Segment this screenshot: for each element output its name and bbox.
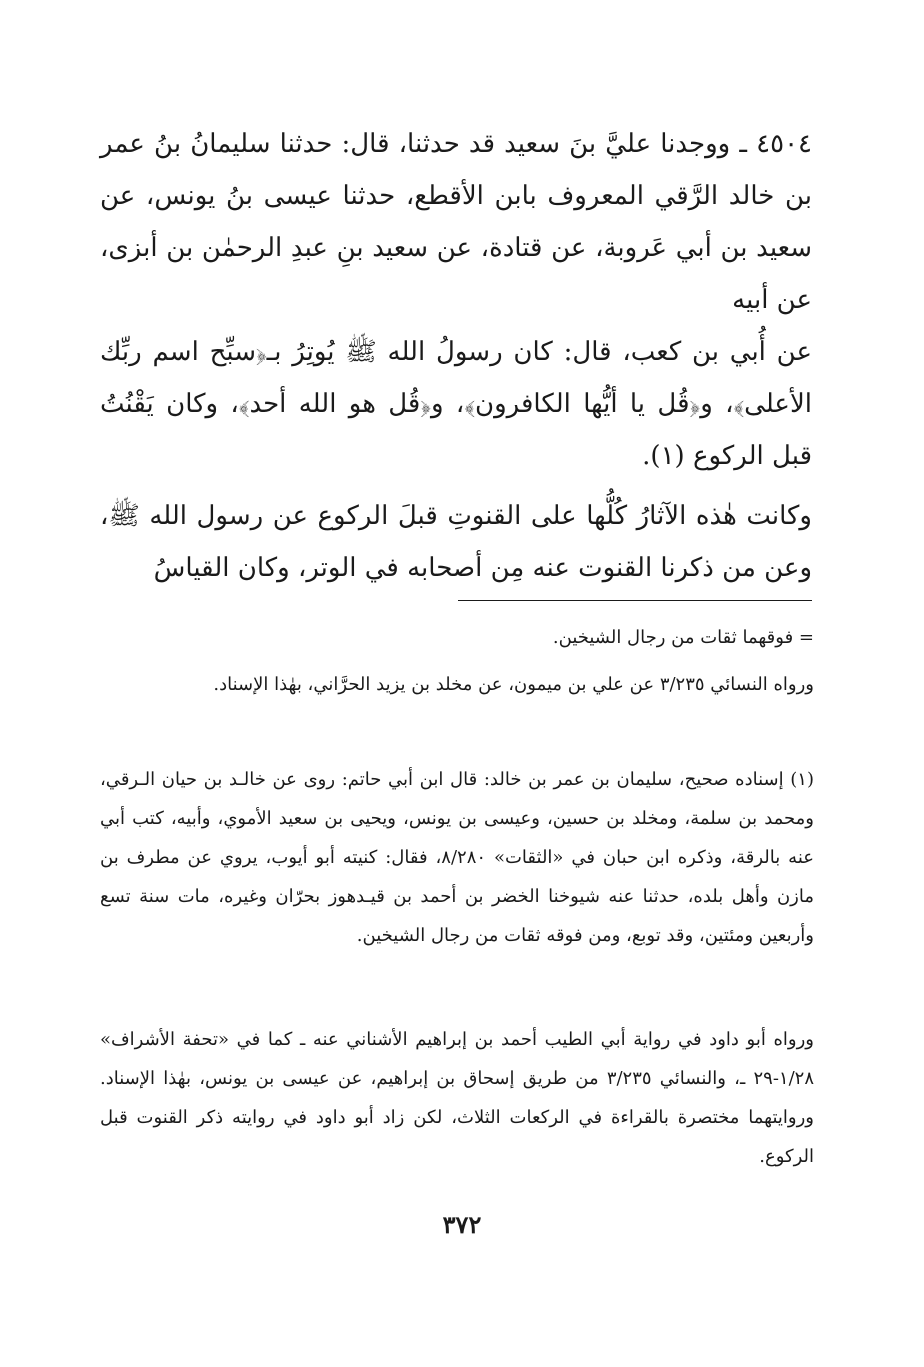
footnote-1: (١) إسناده صحيح، سليمان بن عمر بن خالد: قال ابن أبي حاتم: روى عن خالـد بن حيان الـرقي، ومحمد بن سلمة، ومخلد بن حسين، وعيسى بن يونس، ويحيى بن سعيد الأموي، وأبيه، كتب أبي عنه بالرقة، وذكره ابن حبان في «الثقات» ٨/٢٨٠، فقال: كنيته أبو أيوب، يروي عن مطرف بن مازن وأهل بلده، حدثنا عنه شيوخنا الخضر بن أحمد بن قيـدهوز بحرّان وغيره، مات سنة تسع وأربعين ومئتين، وقد توبع، ومن فوقه ثقات من رجال الشيخين. <box>100 769 814 946</box>
page-number: ٣٧٢ <box>442 1210 482 1239</box>
footnote-abu-dawud: ورواه أبو داود في رواية أبي الطيب أحمد بن إبراهيم الأشناني عنه ـ كما في «تحفة الأشراف» ١/٢٨-٢٩ ـ، والنسائي ٣/٢٣٥ من طريق إسحاق بن إبراهيم، عن عيسى بن يونس، بهٰذا الإسناد. وروايتهما مختصرة بالقراءة في الركعات الثلاث، لكن زاد أبو داود في روايته ذكر القنوت قبل الركوع. <box>100 1029 814 1167</box>
footnote-continuation: = فوقهما ثقات من رجال الشيخين. <box>552 627 814 648</box>
footnote-divider <box>458 600 812 601</box>
hadith-4504-text: عن أُبي بن كعب، قال: كان رسولُ الله ﷺ يُوتِرُ بـ﴿سبِّح اسم ربِّك الأعلى﴾، و﴿قُل يا أيُّها الكافرون﴾، و﴿قُل هو الله أحد﴾، وكان يَقْنُتُ قبل الركوع (١). <box>100 337 813 471</box>
author-commentary: وكانت هٰذه الآثارُ كُلُّها على القنوتِ قبلَ الركوع عن رسول الله ﷺ، وعن من ذكرنا القنوت عنه مِن أصحابه في الوتر، وكان القياسُ <box>100 501 812 583</box>
footnote-nasai: ورواه النسائي ٣/٢٣٥ عن علي بن ميمون، عن مخلد بن يزيد الحرَّاني، بهٰذا الإسناد. <box>213 674 814 695</box>
hadith-4504-chain: ٤٥٠٤ ـ ووجدنا عليَّ بنَ سعيد قد حدثنا، قال: حدثنا سليمانُ بنُ عمر بن خالد الرَّقي المعروف بابن الأقطع، حدثنا عيسى بنُ يونس، عن سعيد بن أبي عَروبة، عن قتادة، عن سعيد بنِ عبدِ الرحمٰن بن أبزى، عن أبيه <box>100 129 812 315</box>
